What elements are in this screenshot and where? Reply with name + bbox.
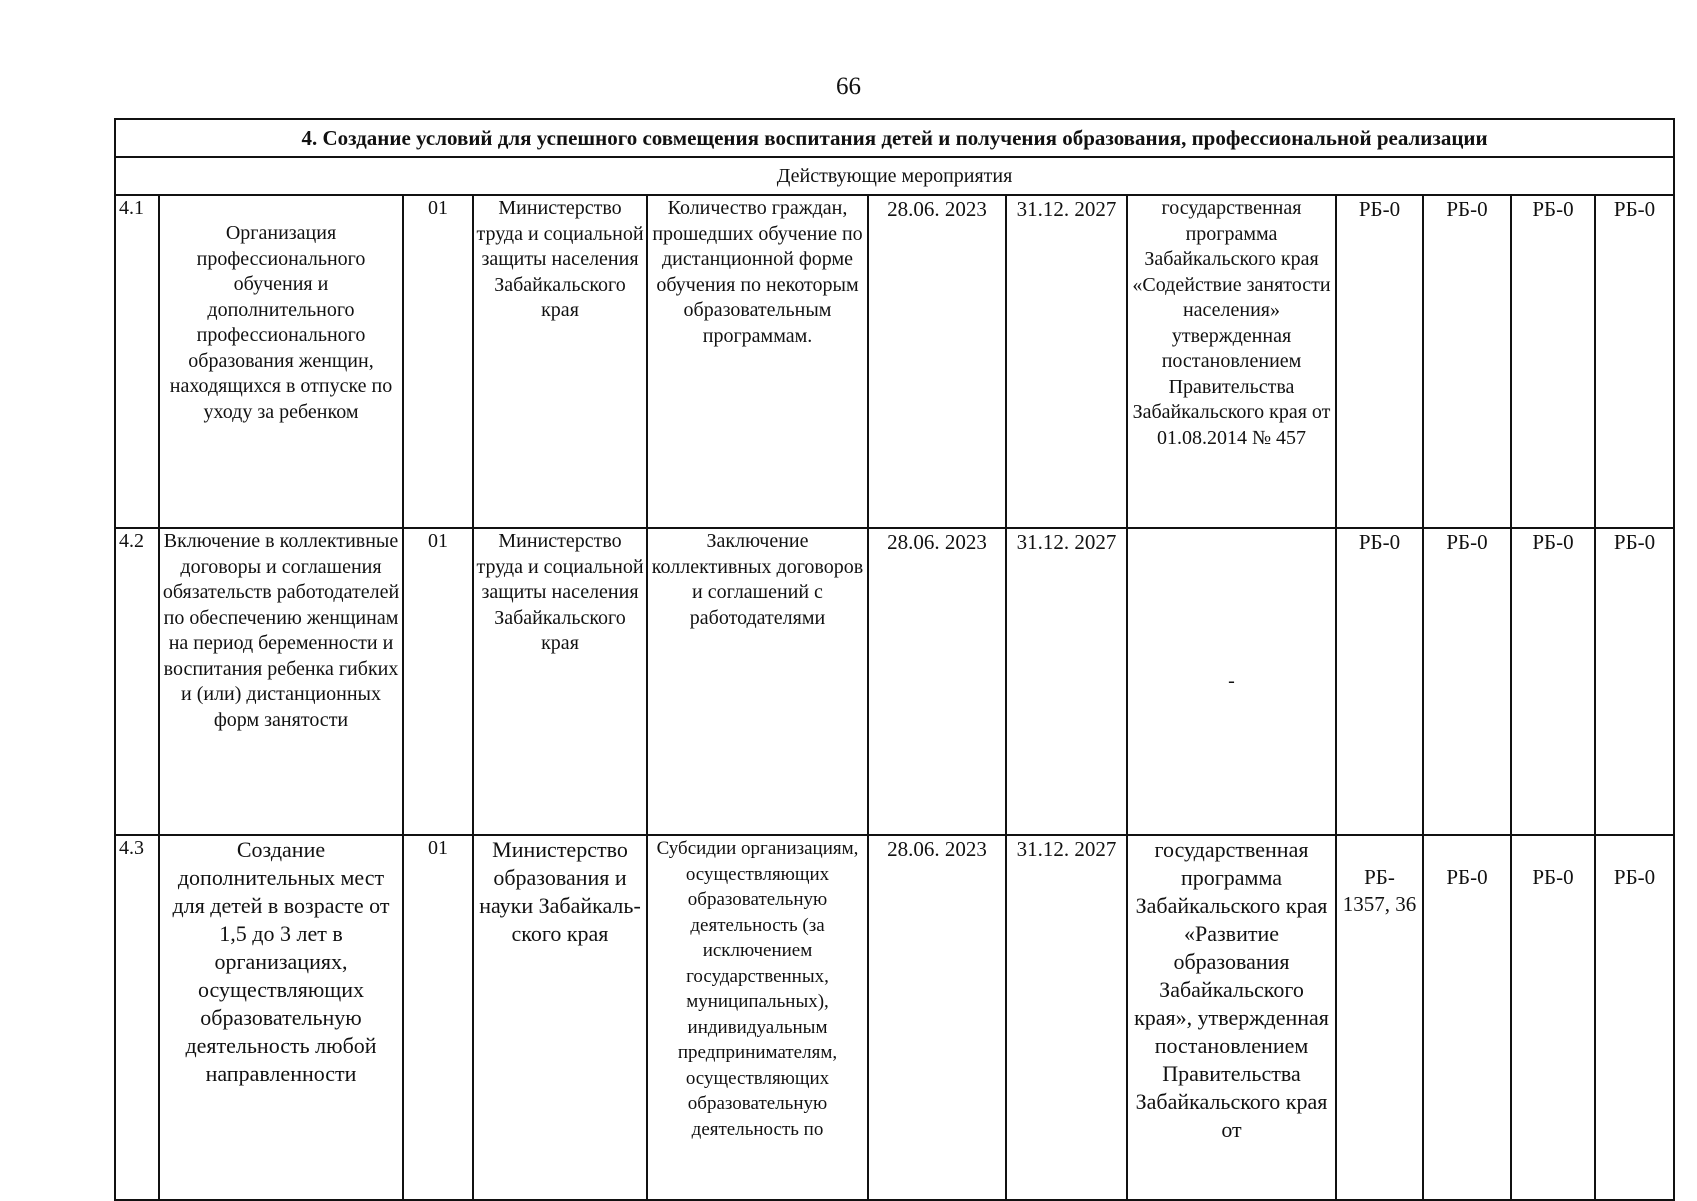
measures-table <box>114 118 1675 1201</box>
funding-year-1: РБ-0 <box>1336 195 1423 528</box>
funding-year-1: РБ- 1357, 36 <box>1336 835 1423 1200</box>
funding-year-2: РБ-0 <box>1423 528 1511 835</box>
funding-year-3: РБ-0 <box>1511 835 1595 1200</box>
event-name: Организация профессионального обучения и дополнительного профессионального образования женщин, находящихся в отпуске по уходу за ребенком <box>159 195 403 528</box>
funding-year-4: РБ-0 <box>1595 835 1674 1200</box>
funding-year-4: РБ-0 <box>1595 195 1674 528</box>
subsection-title: Действующие мероприятия <box>115 157 1674 195</box>
code: 01 <box>403 528 473 835</box>
section-title: 4. Создание условий для успешного совмещения воспитания детей и получения образования, профессиональной реализации <box>115 119 1674 157</box>
row-number: 4.3 <box>115 835 159 1200</box>
executor: Министерство труда и социальной защиты населения Забайкальского края <box>473 528 647 835</box>
event-name: Включение в коллективные договоры и соглашения обязательств работодателей по обеспечению женщинам на период беременности и воспитания ребенка гибких и (или) дистанционных форм занятости <box>159 528 403 835</box>
start-date: 28.06. 2023 <box>868 528 1006 835</box>
funding-year-1: РБ-0 <box>1336 528 1423 835</box>
executor: Министерство труда и социальной защиты населения Забайкальского края <box>473 195 647 528</box>
code: 01 <box>403 835 473 1200</box>
end-date: 31.12. 2027 <box>1006 528 1127 835</box>
page-number: 66 <box>836 73 861 100</box>
basis-document: - <box>1127 528 1336 835</box>
end-date: 31.12. 2027 <box>1006 835 1127 1200</box>
section-row <box>115 119 1674 157</box>
row-number: 4.2 <box>115 528 159 835</box>
start-date: 28.06. 2023 <box>868 195 1006 528</box>
subsection-row <box>115 157 1674 195</box>
table-row <box>115 835 1674 1200</box>
table-row <box>115 528 1674 835</box>
funding-year-3: РБ-0 <box>1511 195 1595 528</box>
start-date: 28.06. 2023 <box>868 835 1006 1200</box>
end-date: 31.12. 2027 <box>1006 195 1127 528</box>
basis-document: государственная программа Забайкальского края «Развитие образования Забайкальского края», утвержденная постановлением Правительства Забайкальского края от <box>1127 835 1336 1200</box>
basis-document: государственная программа Забайкальского края «Содействие занятости населения» утвержденная постановлением Правительства Забайкальского края от 01.08.2014 № 457 <box>1127 195 1336 528</box>
funding-year-4: РБ-0 <box>1595 528 1674 835</box>
funding-year-3: РБ-0 <box>1511 528 1595 835</box>
code: 01 <box>403 195 473 528</box>
event-name: Создание дополнительных мест для детей в возрасте от 1,5 до 3 лет в организациях, осуществляющих образовательную деятельность любой направленности <box>159 835 403 1200</box>
expected-result: Количество граждан, прошедших обучение по дистанционной форме обучения по некоторым образовательным программам. <box>647 195 868 528</box>
expected-result: Заключение коллективных договоров и соглашений с работодателями <box>647 528 868 835</box>
row-number: 4.1 <box>115 195 159 528</box>
expected-result: Субсидии организациям, осуществляющих образовательную деятельность (за исключением государственных, муниципальных), индивидуальным предпринимателям, осуществляющих образовательную деятельность по <box>647 835 868 1200</box>
executor: Министерство образования и науки Забайкаль-ского края <box>473 835 647 1200</box>
funding-year-2: РБ-0 <box>1423 835 1511 1200</box>
funding-year-2: РБ-0 <box>1423 195 1511 528</box>
table-row <box>115 195 1674 528</box>
